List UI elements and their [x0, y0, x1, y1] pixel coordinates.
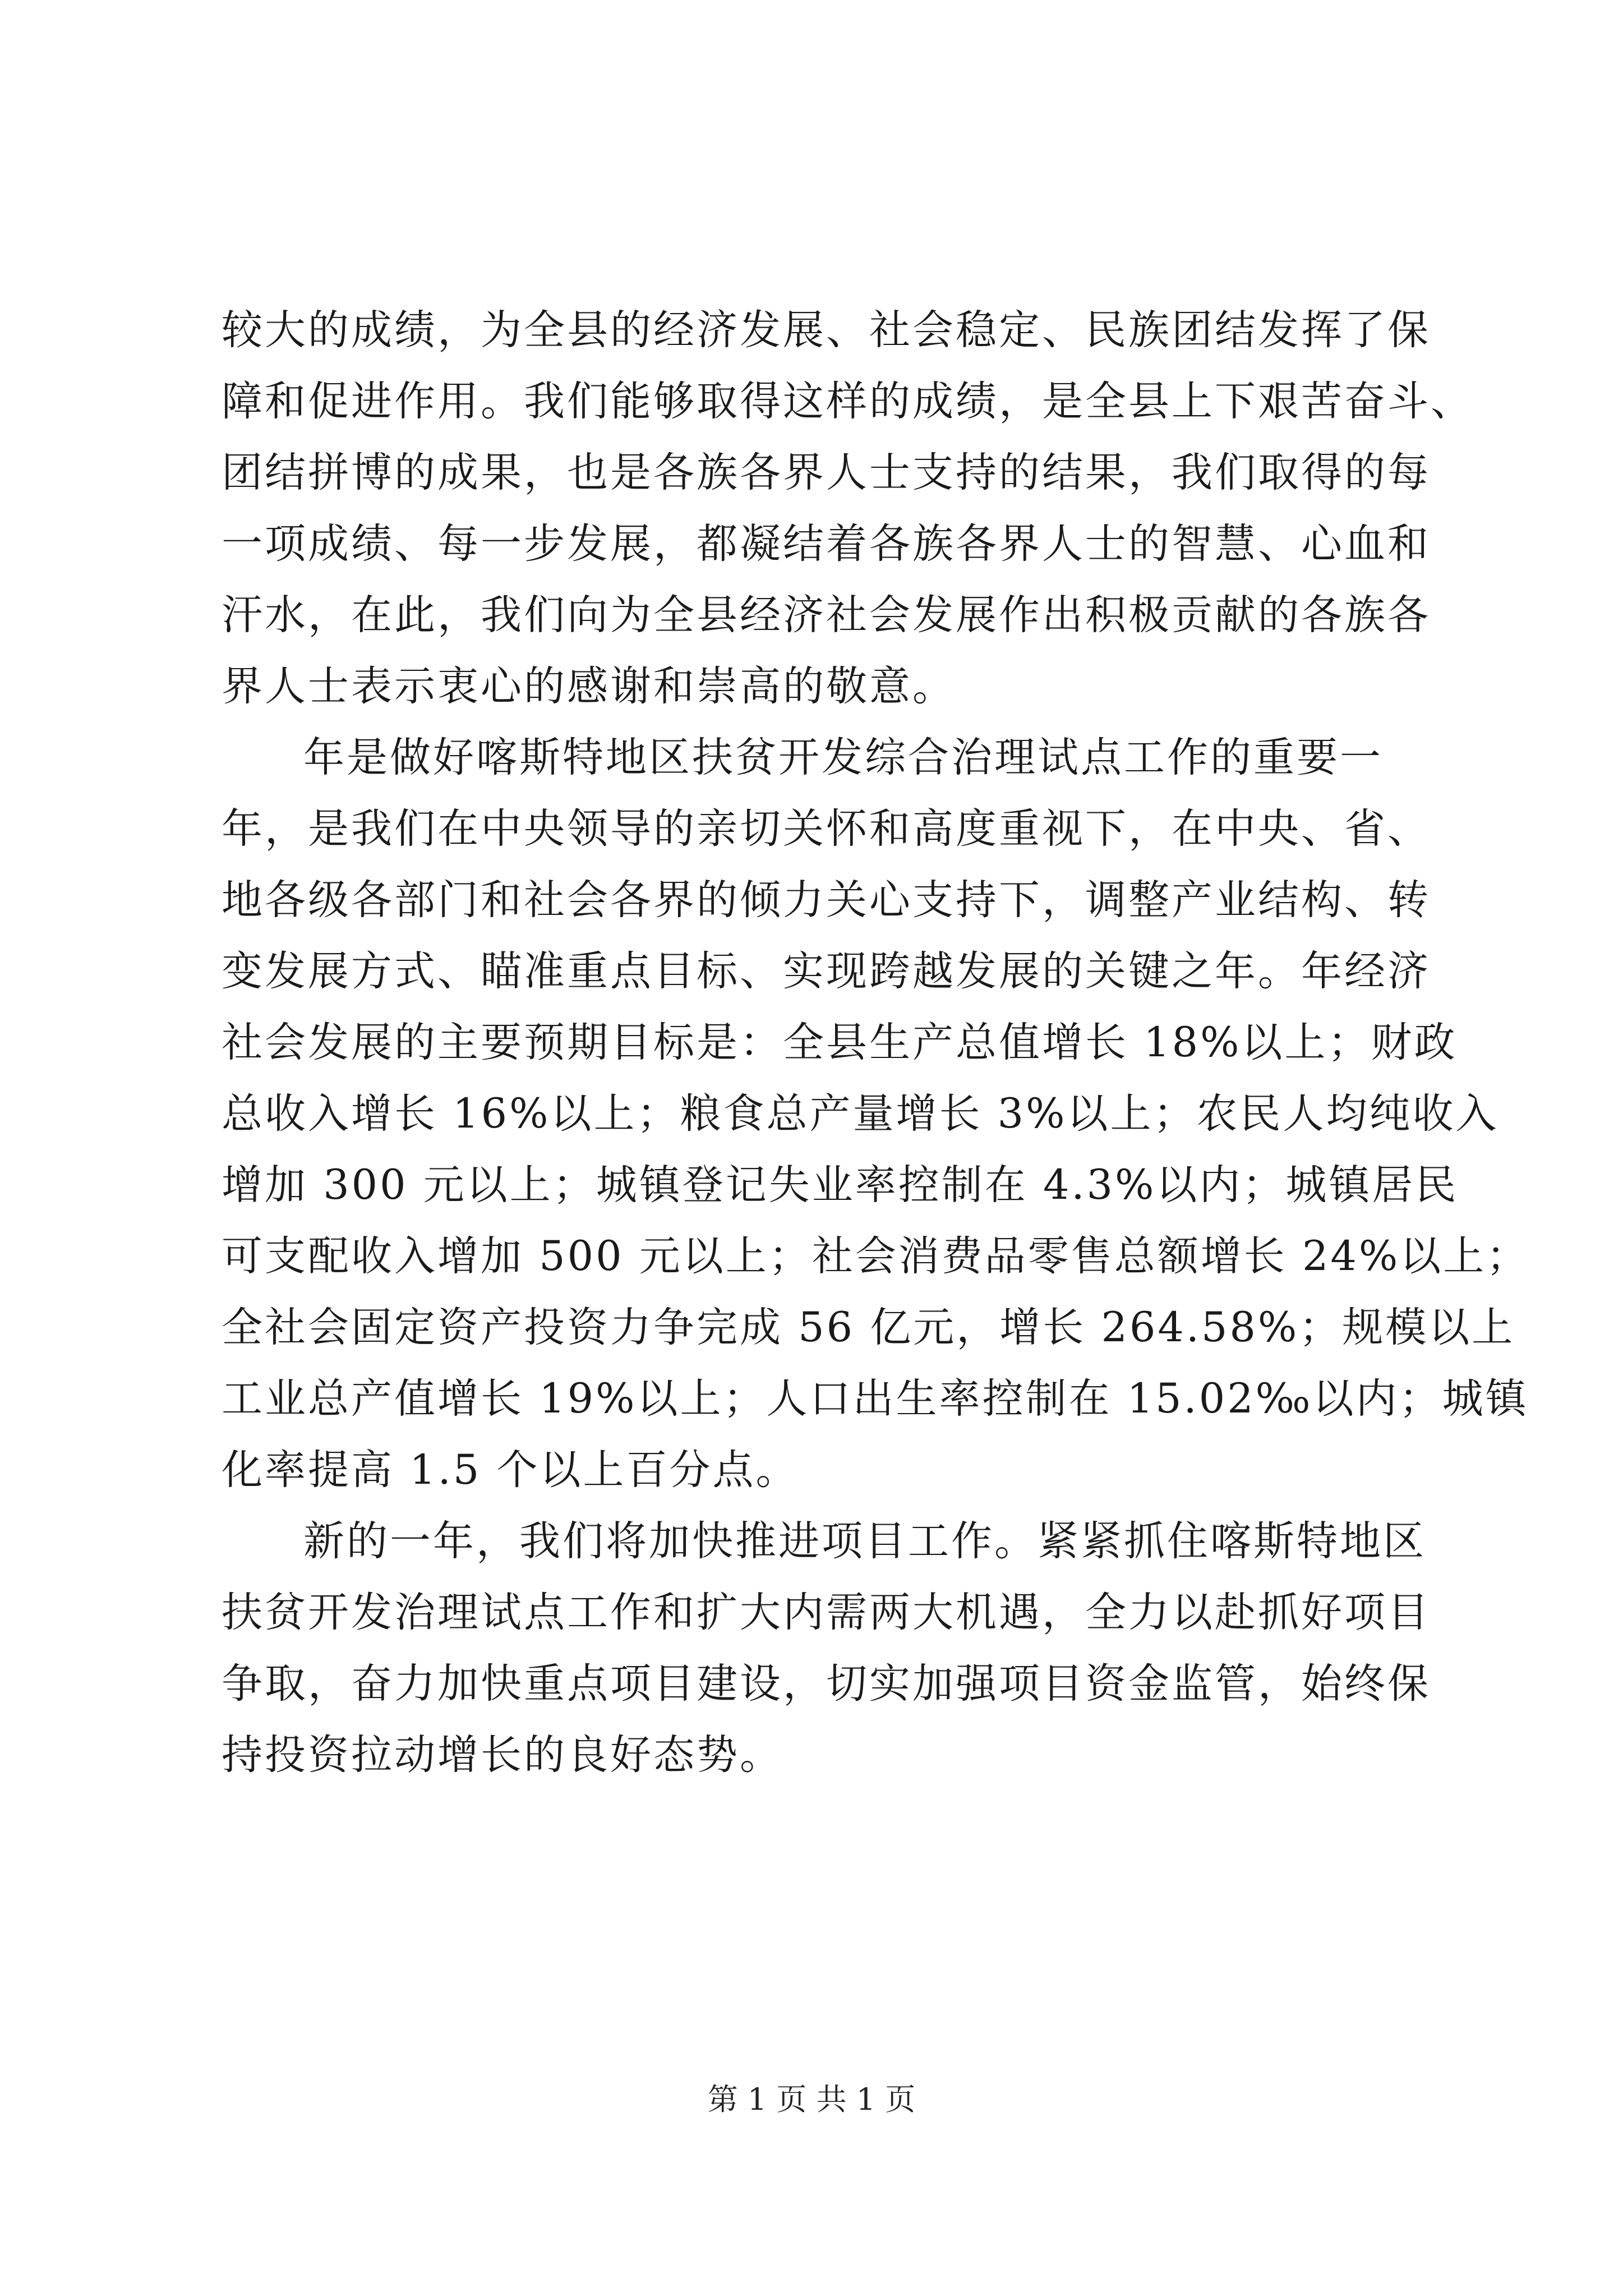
document-body [222, 295, 1530, 1791]
text-line: 变发展方式、瞄准重点目标、实现跨越发展的关键之年。年经济 [222, 947, 1431, 995]
text-line: 地各级各部门和社会各界的倾力关心支持下，调整产业结构、转 [222, 876, 1431, 924]
text-line: 工业总产值增长 19%以上；人口出生率控制在 15.02‰以内；城镇 [222, 1375, 1529, 1423]
text-line: 界人士表示衷心的感谢和崇高的敬意。 [222, 662, 956, 710]
text-line: 可支配收入增加 500 元以上；社会消费品零售总额增长 24%以上； [222, 1232, 1530, 1280]
text-line: 增加 300 元以上；城镇登记失业率控制在 4.3%以内；城镇居民 [222, 1161, 1459, 1209]
page-footer: 第 1 页 共 1 页 [707, 2082, 916, 2117]
text-line: 年，是我们在中央领导的亲切关怀和高度重视下，在中央、省、 [222, 805, 1431, 853]
text-line: 团结拼博的成果，也是各族各界人士支持的结果，我们取得的每 [222, 449, 1431, 496]
text-line: 较大的成绩，为全县的经济发展、社会稳定、民族团结发挥了保 [222, 306, 1431, 354]
text-line: 一项成绩、每一步发展，都凝结着各族各界人士的智慧、心血和 [222, 520, 1431, 568]
text-line: 年是做好喀斯特地区扶贫开发综合治理试点工作的重要一 [303, 734, 1383, 781]
text-line: 社会发展的主要预期目标是：全县生产总值增长 18%以上；财政 [222, 1019, 1458, 1066]
text-line: 持投资拉动增长的良好态势。 [222, 1731, 783, 1779]
paragraph-3 [222, 1506, 1431, 1791]
text-line: 汗水，在此，我们向为全县经济社会发展作出积极贡献的各族各 [222, 591, 1431, 639]
text-line: 全社会固定资产投资力争完成 56 亿元，增长 264.58%；规模以上 [222, 1304, 1515, 1351]
text-line: 新的一年，我们将加快推进项目工作。紧紧抓住喀斯特地区 [303, 1517, 1426, 1565]
text-line: 障和促进作用。我们能够取得这样的成绩，是全县上下艰苦奋斗、 [222, 378, 1474, 425]
paragraph-2 [222, 722, 1530, 1506]
text-line: 总收入增长 16%以上；粮食总产量增长 3%以上；农民人均纯收入 [222, 1090, 1499, 1138]
text-line: 扶贫开发治理试点工作和扩大内需两大机遇，全力以赴抓好项目 [222, 1589, 1431, 1636]
paragraph-1 [222, 295, 1474, 722]
text-line: 化率提高 1.5 个以上百分点。 [222, 1446, 799, 1494]
text-line: 争取，奋力加快重点项目建设，切实加强项目资金监管，始终保 [222, 1660, 1431, 1708]
